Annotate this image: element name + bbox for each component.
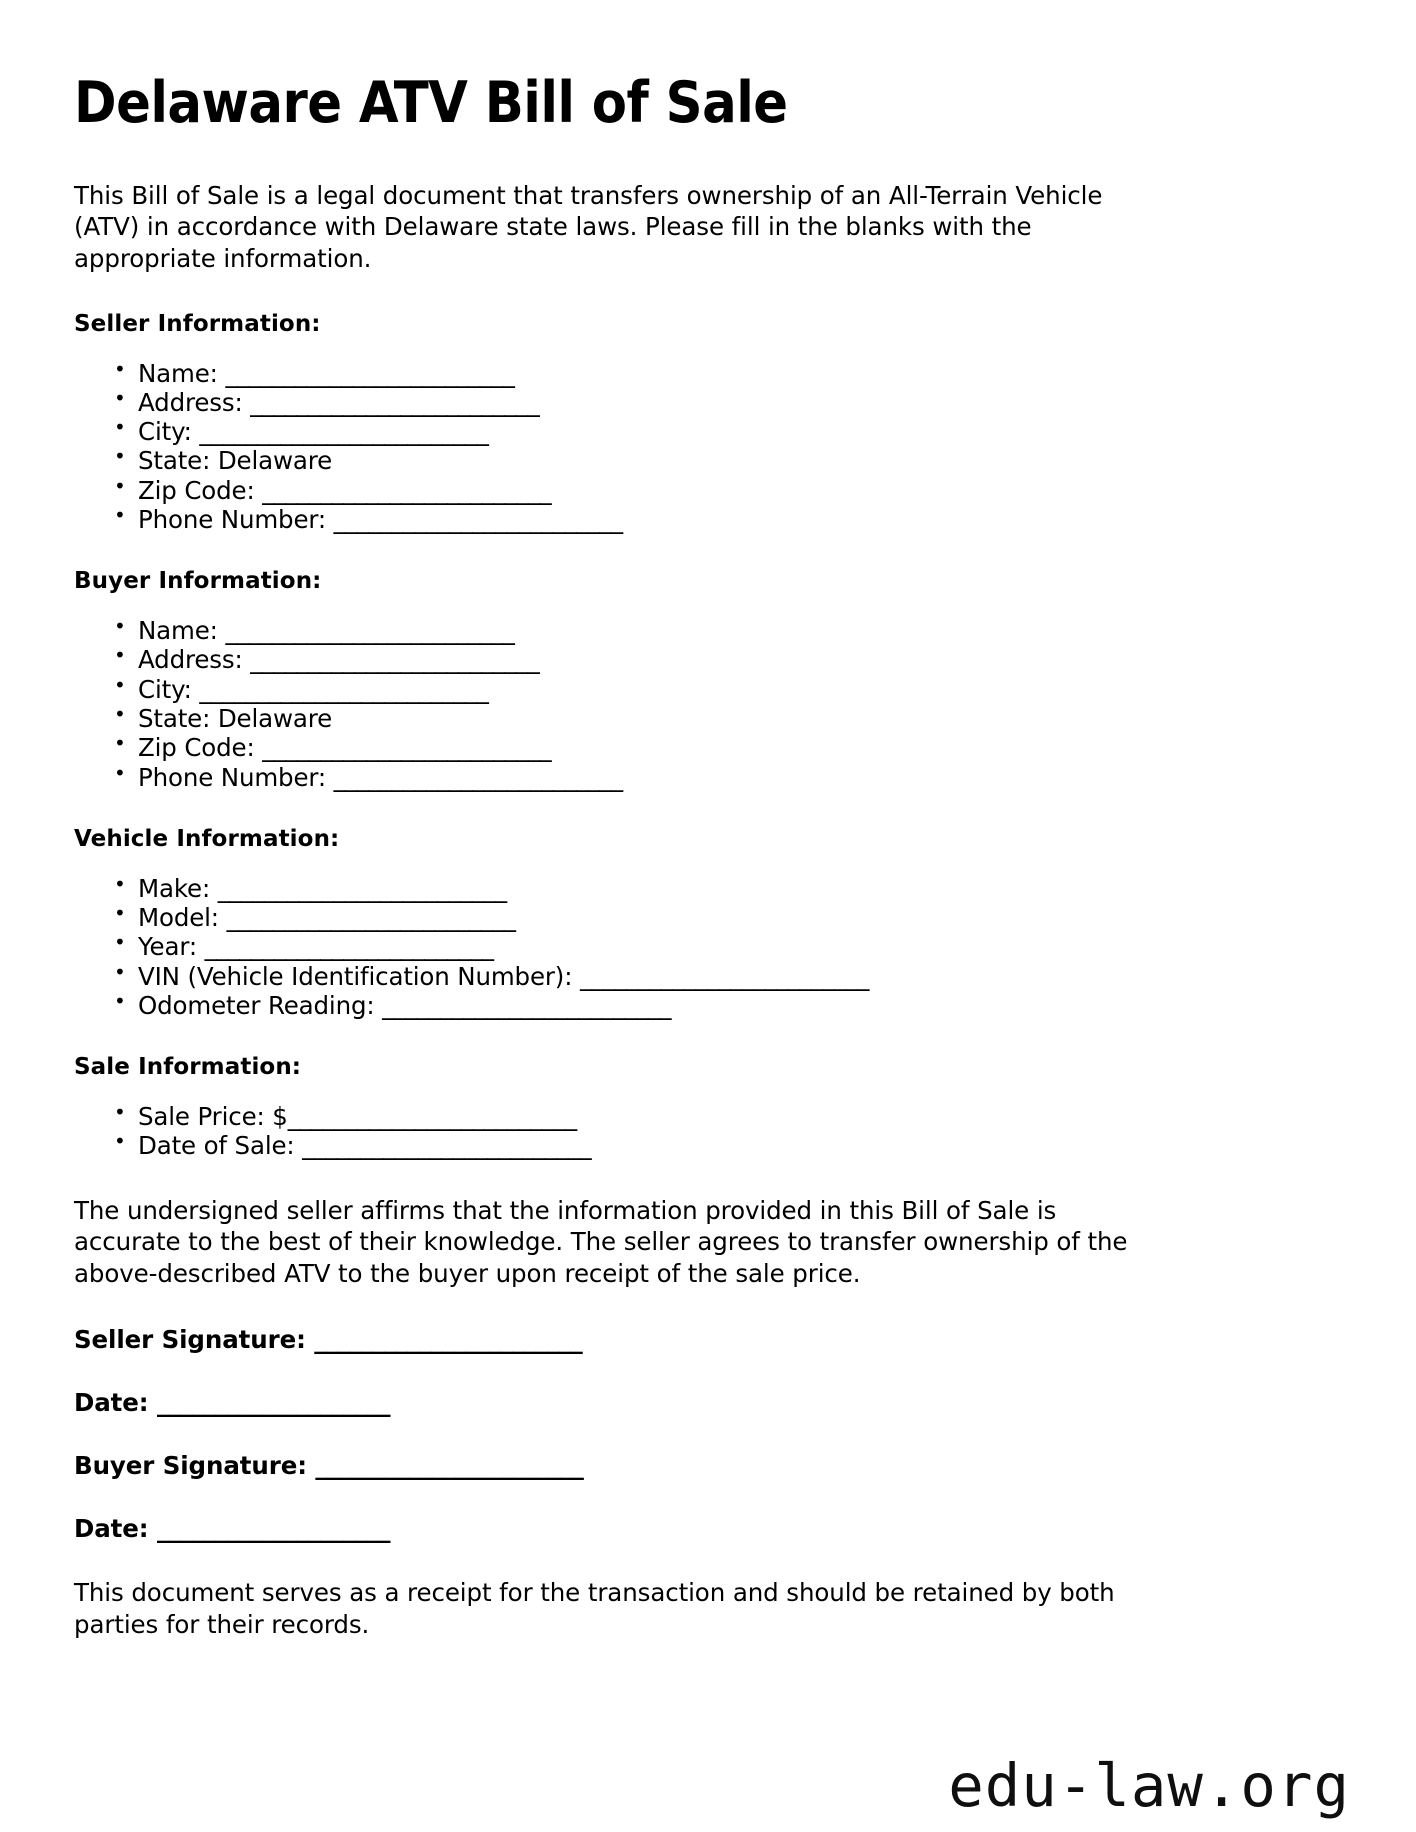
field-blank[interactable]: _________________________ bbox=[217, 873, 507, 903]
list-item bbox=[114, 704, 1344, 733]
buyer-section-heading: Buyer Information: bbox=[74, 568, 322, 595]
field-blank[interactable]: _________________________ bbox=[262, 475, 551, 505]
sale-information-section bbox=[74, 1054, 1344, 1161]
list-item bbox=[114, 1102, 1344, 1131]
field-blank[interactable]: _________________________ bbox=[333, 504, 623, 534]
seller-section-heading: Seller Information: bbox=[74, 310, 321, 337]
field-blank[interactable]: _________________________ bbox=[287, 1102, 577, 1132]
seller-signature-label: Seller Signature: bbox=[74, 1325, 315, 1355]
field-label: Make: bbox=[138, 873, 218, 903]
field-blank[interactable]: _________________________ bbox=[382, 990, 671, 1020]
field-blank[interactable]: _________________________ bbox=[262, 733, 551, 763]
field-blank[interactable]: _________________________ bbox=[199, 417, 489, 447]
page-title: Delaware ATV Bill of Sale bbox=[74, 70, 788, 136]
seller-information-section bbox=[74, 311, 1344, 535]
list-item bbox=[114, 359, 1344, 388]
list-item bbox=[114, 932, 1344, 961]
field-label: Sale Price: $ bbox=[138, 1102, 288, 1132]
buyer-signature-row bbox=[74, 1451, 1344, 1480]
seller-date-blank[interactable]: ____________________ bbox=[156, 1388, 390, 1418]
buyer-date-label: Date: bbox=[74, 1514, 157, 1544]
seller-fields-list bbox=[74, 359, 1344, 535]
list-item bbox=[114, 763, 1344, 792]
field-blank[interactable]: _________________________ bbox=[226, 903, 516, 933]
field-label: Model: bbox=[138, 903, 227, 933]
signature-block bbox=[74, 1325, 1344, 1543]
field-label: Phone Number: bbox=[138, 504, 334, 534]
list-item bbox=[114, 476, 1344, 505]
field-label: Zip Code: bbox=[138, 475, 263, 505]
field-label: Name: bbox=[138, 616, 226, 646]
list-item bbox=[114, 991, 1344, 1020]
list-item bbox=[114, 675, 1344, 704]
list-item bbox=[114, 733, 1344, 762]
field-blank[interactable]: _________________________ bbox=[250, 387, 540, 417]
field-blank[interactable]: _________________________ bbox=[250, 645, 540, 675]
intro-paragraph: This Bill of Sale is a legal document that transfers ownership of an All-Terrain Vehicle (ATV) in accordance with Delaware state laws. Please fill in the blanks with the appropriate information. bbox=[74, 180, 1103, 274]
field-blank[interactable]: _________________________ bbox=[204, 932, 494, 962]
field-label: Zip Code: bbox=[138, 733, 263, 763]
vehicle-fields-list bbox=[74, 874, 1344, 1020]
list-item bbox=[114, 446, 1344, 475]
list-item bbox=[114, 962, 1344, 991]
vehicle-information-section bbox=[74, 826, 1344, 1020]
affirmation-paragraph: The undersigned seller affirms that the information provided in this Bill of Sale is accurate to the best of their knowledge. The seller agrees to transfer ownership of the above-described ATV to the buyer upon receipt of the sale price. bbox=[74, 1195, 1128, 1288]
field-label: City: bbox=[138, 417, 200, 447]
buyer-date-row bbox=[74, 1514, 1344, 1543]
list-item bbox=[114, 645, 1344, 674]
buyer-information-section bbox=[74, 568, 1344, 792]
field-label: State: Delaware bbox=[138, 446, 333, 476]
field-blank[interactable]: _________________________ bbox=[302, 1131, 591, 1161]
field-label: Phone Number: bbox=[138, 762, 334, 792]
field-blank[interactable]: _________________________ bbox=[225, 616, 515, 646]
closing-paragraph: This document serves as a receipt for the transaction and should be retained by both parties for their records. bbox=[74, 1578, 1115, 1640]
sale-section-heading: Sale Information: bbox=[74, 1054, 302, 1081]
field-blank[interactable]: _________________________ bbox=[579, 961, 869, 991]
buyer-signature-label: Buyer Signature: bbox=[74, 1451, 316, 1481]
buyer-date-blank[interactable]: ____________________ bbox=[156, 1514, 390, 1544]
field-label: City: bbox=[138, 674, 200, 704]
list-item bbox=[114, 903, 1344, 932]
vehicle-section-heading: Vehicle Information: bbox=[74, 825, 340, 852]
buyer-fields-list bbox=[74, 616, 1344, 792]
field-label: Address: bbox=[138, 645, 251, 675]
field-label: Odometer Reading: bbox=[138, 990, 383, 1020]
buyer-signature-blank[interactable]: _______________________ bbox=[315, 1451, 584, 1481]
seller-date-label: Date: bbox=[74, 1388, 157, 1418]
seller-date-row bbox=[74, 1388, 1344, 1417]
field-label: State: Delaware bbox=[138, 704, 333, 734]
list-item bbox=[114, 388, 1344, 417]
seller-signature-row bbox=[74, 1325, 1344, 1354]
sale-fields-list bbox=[74, 1102, 1344, 1161]
list-item bbox=[114, 616, 1344, 645]
list-item bbox=[114, 505, 1344, 534]
field-blank[interactable]: _________________________ bbox=[199, 674, 489, 704]
field-label: VIN (Vehicle Identification Number): bbox=[138, 961, 580, 991]
list-item bbox=[114, 417, 1344, 446]
field-label: Date of Sale: bbox=[138, 1131, 303, 1161]
field-label: Address: bbox=[138, 387, 251, 417]
list-item bbox=[114, 874, 1344, 903]
watermark-edu-law: edu-law.org bbox=[948, 1751, 1350, 1820]
field-blank[interactable]: _________________________ bbox=[333, 762, 623, 792]
field-blank[interactable]: _________________________ bbox=[225, 358, 515, 388]
list-item bbox=[114, 1131, 1344, 1160]
seller-signature-blank[interactable]: _______________________ bbox=[314, 1325, 583, 1355]
field-label: Year: bbox=[138, 932, 205, 962]
field-label: Name: bbox=[138, 358, 226, 388]
